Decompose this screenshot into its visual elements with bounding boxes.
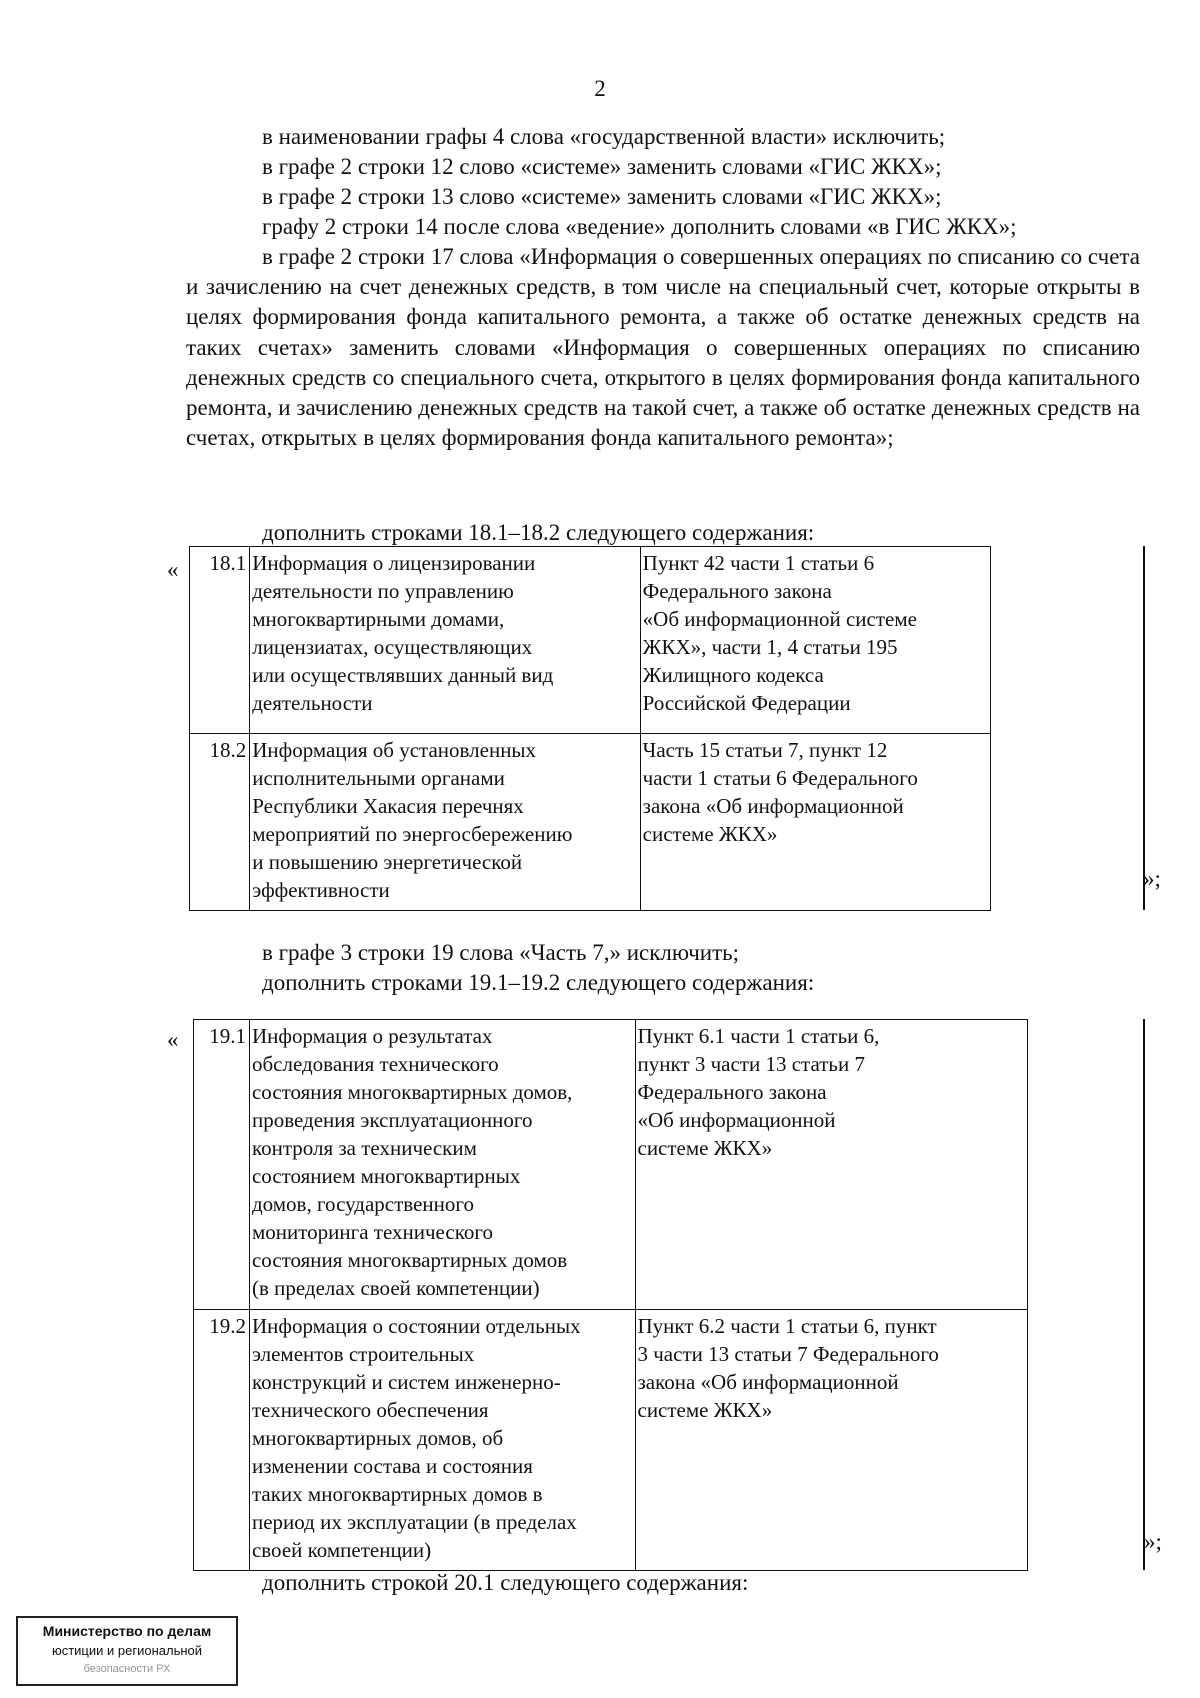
info-line: (в пределах своей компетенции) [251, 1276, 540, 1300]
info-line: деятельности [252, 691, 373, 715]
table-row-18-1 [190, 547, 991, 734]
basis-line: части 1 статьи 6 Федерального [642, 766, 918, 790]
basis-line: Федерального закона [642, 579, 832, 603]
info-line: Информация о результатах [251, 1024, 493, 1048]
info-line: Республики Хакасия перечнях [252, 794, 524, 818]
info-line: изменении состава и состояния [251, 1454, 533, 1478]
info-line: проведения эксплуатационного [251, 1108, 533, 1132]
right-border-18 [1143, 546, 1145, 910]
info-line: состояния многоквартирных домов, [251, 1080, 573, 1104]
quote-open-19: « [167, 1027, 179, 1052]
paragraph-row-17-text: в графе 2 строки 17 слова «Информация о совершенных операциях по списанию со счета и зачислению на счет денежных средств, в том числе на специальный счет, которые открыты в целях формирования фонда капитального ремонта, а также об остатке денежных средств на таких счетах» заменить словами «Информация о совершенных операциях по списанию денежных средств со специального счета, открытого в целях формирования фонда капитального ремонта, и зачислению денежных средств на такой счет, а также об остатке денежных средств на счетах, открытых в целях формирования фонда капитального ремонта»; [186, 244, 1140, 451]
basis-line: системе ЖКХ» [637, 1136, 773, 1160]
info-cell [250, 734, 640, 911]
basis-line: Жилищного кодекса [642, 663, 824, 687]
info-line: многоквартирными домами, [252, 607, 505, 631]
basis-line: закона «Об информационной [642, 794, 904, 818]
basis-line: «Об информационной системе [642, 607, 917, 631]
basis-line: закона «Об информационной [637, 1370, 899, 1394]
amendment-line-2: в графе 2 строки 12 слово «системе» заменить словами «ГИС ЖКХ»; [262, 154, 942, 179]
add-rows-18-intro: дополнить строками 18.1–18.2 следующего содержания: [262, 520, 815, 545]
basis-line: 3 части 13 статьи 7 Федерального [637, 1342, 939, 1366]
info-line: или осуществлявших данный вид [252, 663, 554, 687]
info-line: мероприятий по энергосбережению [252, 822, 573, 846]
basis-line: ЖКХ», части 1, 4 статьи 195 [642, 635, 898, 659]
basis-cell [635, 1310, 1028, 1571]
row-number: 18.2 [190, 734, 250, 911]
info-line: Информация о лицензировании [252, 551, 536, 575]
info-line: Информация о состоянии отдельных [251, 1314, 581, 1338]
info-line: технического обеспечения [251, 1398, 489, 1422]
quote-open-18: « [167, 557, 179, 582]
basis-line: Пункт 6.2 части 1 статьи 6, пункт [637, 1314, 937, 1338]
basis-line: системе ЖКХ» [637, 1398, 773, 1422]
info-line: деятельности по управлению [252, 579, 514, 603]
basis-line: пункт 3 части 13 статьи 7 [637, 1052, 865, 1076]
basis-cell [635, 1020, 1028, 1310]
info-cell [250, 547, 640, 734]
info-line: исполнительными органами [252, 766, 505, 790]
info-line: конструкций и систем инженерно- [251, 1370, 561, 1394]
table-rows-18 [189, 546, 991, 911]
add-row-20-intro: дополнить строкой 20.1 следующего содержания: [262, 1570, 749, 1595]
basis-line: Пункт 42 части 1 статьи 6 [642, 551, 875, 575]
quote-close-18: »; [1143, 866, 1161, 891]
info-cell [249, 1310, 635, 1571]
info-line: многоквартирных домов, об [251, 1426, 504, 1450]
stamp-line-2: юстиции и региональной [51, 1643, 203, 1658]
amendment-line-3: в графе 2 строки 13 слово «системе» заменить словами «ГИС ЖКХ»; [262, 184, 942, 209]
info-line: таких многоквартирных домов в [251, 1482, 543, 1506]
info-line: лицензиатах, осуществляющих [252, 635, 533, 659]
info-line: контроля за техническим [251, 1136, 477, 1160]
amendment-line-1: в наименовании графы 4 слова «государственной власти» исключить; [262, 124, 946, 149]
stamp-line-3: безопасности РХ [83, 1663, 171, 1675]
row-number: 19.2 [194, 1310, 250, 1571]
add-rows-19-intro: дополнить строками 19.1–19.2 следующего содержания: [262, 970, 815, 995]
basis-line: Пункт 6.1 части 1 статьи 6, [637, 1024, 880, 1048]
table-row-18-2 [190, 734, 991, 911]
column-3-row-19-line: в графе 3 строки 19 слова «Часть 7,» исключить; [262, 940, 740, 965]
registration-stamp [16, 1616, 238, 1686]
info-cell [249, 1020, 635, 1310]
row-number: 18.1 [190, 547, 250, 734]
row-number: 19.1 [194, 1020, 250, 1310]
info-line: домов, государственного [251, 1192, 474, 1216]
info-line: эффективности [252, 878, 390, 902]
basis-line: системе ЖКХ» [642, 822, 778, 846]
info-line: состоянием многоквартирных [251, 1164, 521, 1188]
basis-line: Часть 15 статьи 7, пункт 12 [642, 738, 888, 762]
info-line: обследования технического [251, 1052, 499, 1076]
basis-cell [640, 734, 990, 911]
page-number: 2 [594, 76, 606, 101]
stamp-line-1: Министерство по делам [42, 1623, 212, 1639]
info-line: период их эксплуатации (в пределах [251, 1510, 577, 1534]
quote-close-19: »; [1144, 1529, 1162, 1554]
table-rows-19 [193, 1019, 1028, 1571]
info-line: состояния многоквартирных домов [251, 1248, 568, 1272]
basis-cell [640, 547, 990, 734]
basis-line: Российской Федерации [642, 691, 851, 715]
paragraph-row-17 [186, 242, 1140, 453]
amendment-line-4: графу 2 строки 14 после слова «ведение» дополнить словами «в ГИС ЖКХ»; [262, 214, 1017, 239]
basis-line: Федерального закона [637, 1080, 827, 1104]
basis-line: «Об информационной [637, 1108, 836, 1132]
info-line: Информация об установленных [252, 738, 537, 762]
table-row-19-2 [194, 1310, 1028, 1571]
info-line: своей компетенции) [251, 1538, 432, 1562]
right-border-19 [1143, 1019, 1145, 1570]
info-line: мониторинга технического [251, 1220, 493, 1244]
info-line: и повышению энергетической [252, 850, 523, 874]
table-row-19-1 [194, 1020, 1028, 1310]
info-line: элементов строительных [251, 1342, 475, 1366]
